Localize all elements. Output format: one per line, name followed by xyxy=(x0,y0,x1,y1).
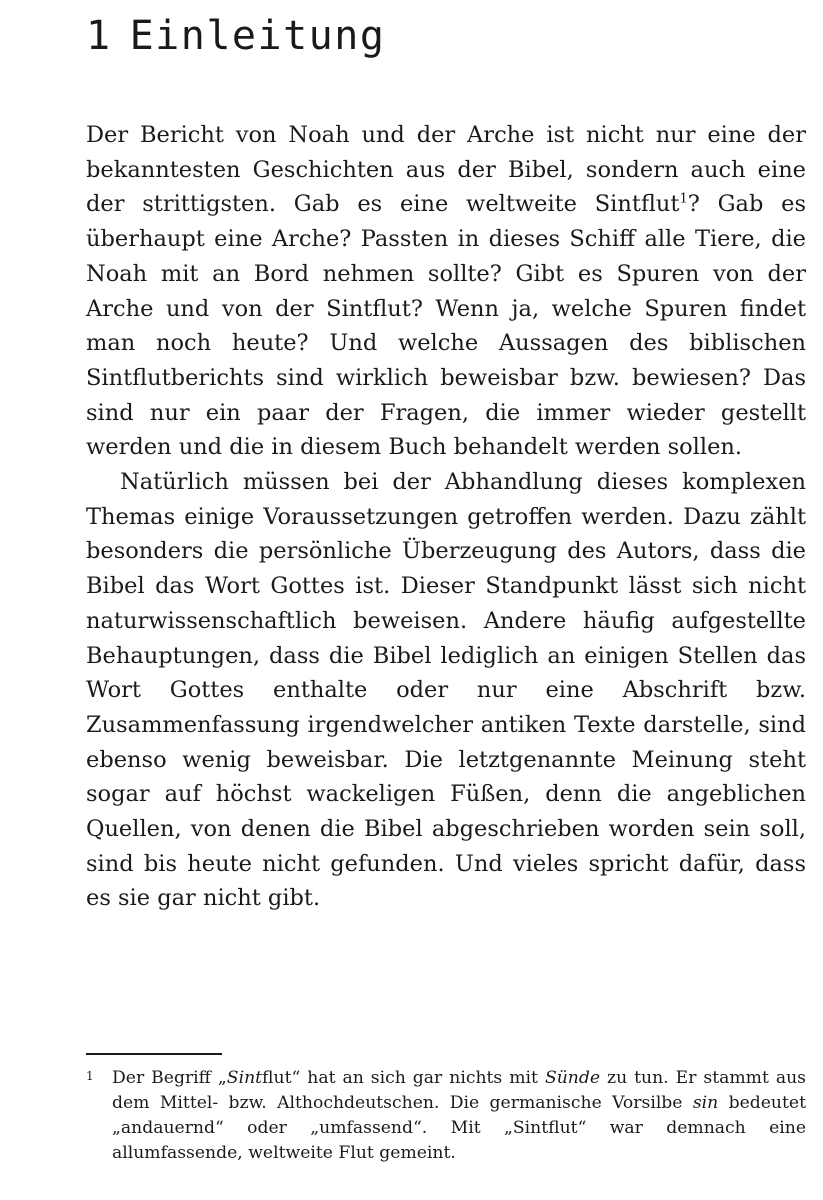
body-text xyxy=(86,118,806,916)
chapter-title: Einleitung xyxy=(129,13,386,59)
footnote-reference[interactable]: 1 xyxy=(679,191,688,207)
footnote-italic-sin: sin xyxy=(692,1093,719,1113)
paragraph-1-part-a: Der Bericht von Noah und der Arche ist nicht nur eine der bekanntesten Geschichten aus der Bibel, sondern auch eine der strittigsten. Gab es eine weltweite Sintflut xyxy=(86,122,806,218)
footnote-text-7: bedeutet „andauernd“ oder „umfassend“. Mit „Sintflut“ war demnach eine allumfassende, weltweite Flut gemeint. xyxy=(112,1093,806,1163)
footnote-text-5: zu tun. Er stammt aus dem Mittel- bzw. Althochdeutschen. Die germanische Vorsilbe xyxy=(112,1068,807,1113)
paragraph-1-part-b: ? Gab es überhaupt eine Arche? Passten in dieses Schiff alle Tiere, die Noah mit an Bord nehmen sollte? Gibt es Spuren von der Arche und von der Sintflut? Wenn ja, welche Spuren findet man noch heute? Und welche Aussagen des biblischen Sintflutberichts sind wirklich beweisbar bzw. bewiesen? Das sind nur ein paar der Fragen, die immer wieder gestellt werden und die in diesem Buch behandelt werden sollen. xyxy=(86,191,806,461)
footnote-italic-suende: Sünde xyxy=(544,1068,601,1088)
footnote-divider xyxy=(86,1053,222,1055)
footnote-text xyxy=(112,1066,806,1166)
footnote-number: 1 xyxy=(86,1069,94,1083)
footnote xyxy=(86,1066,806,1166)
footnote-text-3: flut“ hat an sich gar nichts mit xyxy=(262,1068,545,1088)
footnote-text-1: Der Begriff „ xyxy=(112,1068,227,1088)
footnote-italic-sint: Sint xyxy=(226,1068,263,1088)
paragraph-2: Natürlich müssen bei der Abhandlung dieses komplexen Themas einige Voraussetzungen getroffen werden. Dazu zählt besonders die persönliche Überzeugung des Autors, dass die Bibel das Wort Gottes ist. Dieser Standpunkt lässt sich nicht naturwissenschaftlich beweisen. Andere häufig aufgestellte Behauptungen, dass die Bibel lediglich an einigen Stellen das Wort Gottes enthalte oder nur eine Abschrift bzw. Zusammenfassung irgendwelcher antiken Texte darstelle, sind ebenso wenig beweisbar. Die letztgenannte Meinung steht sogar auf höchst wackeligen Füßen, denn die angeblichen Quellen, von denen die Bibel abgeschrieben worden sein soll, sind bis heute nicht gefunden. Und vieles spricht dafür, dass es sie gar nicht gibt. xyxy=(86,469,806,912)
chapter-heading xyxy=(86,10,385,62)
chapter-number: 1 xyxy=(86,13,112,59)
paragraph-1 xyxy=(86,118,806,465)
